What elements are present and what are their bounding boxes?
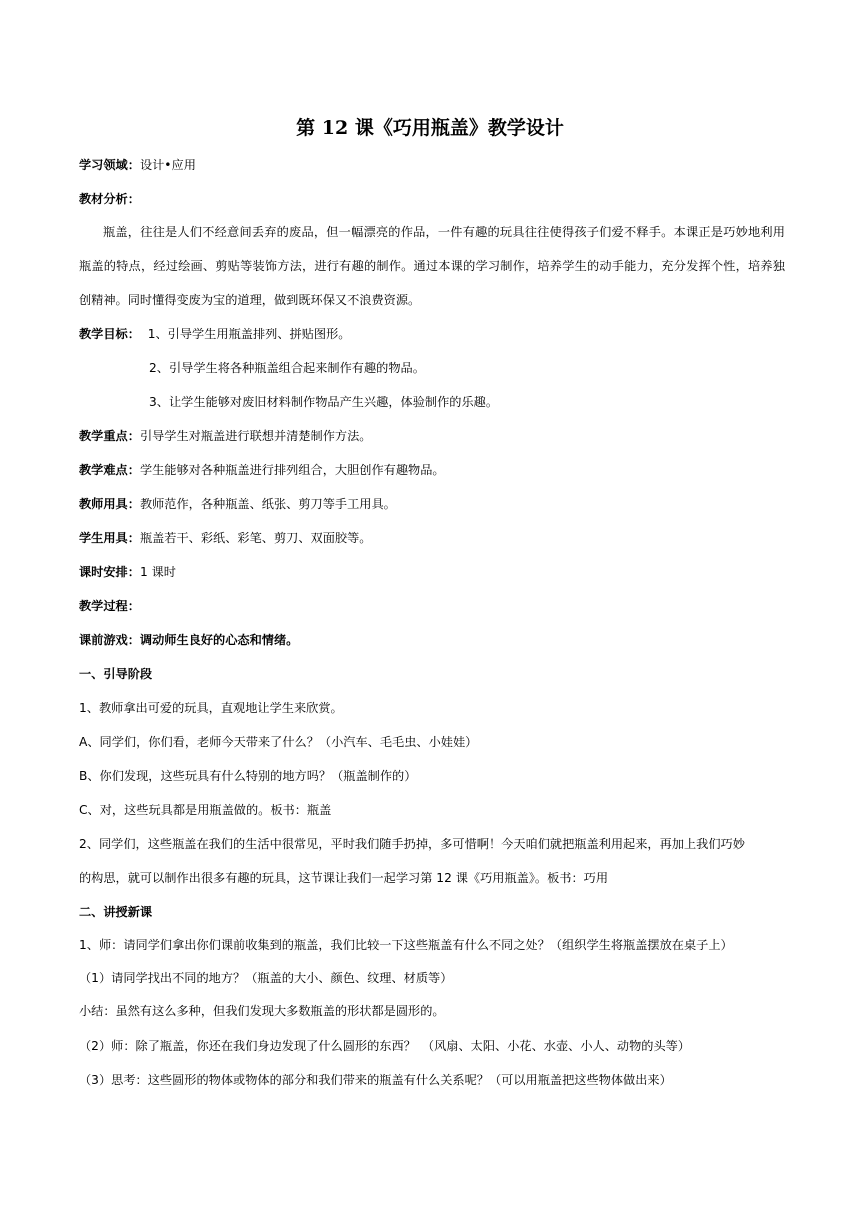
key-point bbox=[79, 427, 783, 445]
analysis-paragraph: 瓶盖，往往是人们不经意间丢弃的废品，但一幅漂亮的作品，一件有趣的玩具往往使得孩子们爱不释手。本课正是巧妙地利用瓶盖的特点，经过绘画、剪贴等装饰方法，进行有趣的制作。通过本课的学习制作，培养学生的动手能力，充分发挥个性，培养独创精神。同时懂得变废为宝的道理，做到既环保又不浪费资源。 bbox=[79, 225, 785, 307]
document-title: 第 12 课《巧用瓶盖》教学设计 bbox=[296, 117, 564, 139]
analysis-label: 教材分析： bbox=[79, 192, 140, 206]
learning-field-value: 设计•应用 bbox=[139, 158, 196, 172]
student-tools bbox=[79, 529, 783, 547]
section1-para2-line1: 2、同学们，这些瓶盖在我们的生活中很常见，平时我们随手扔掉，多可惜啊！今天咱们就把瓶盖利用起来，再加上我们巧妙 bbox=[79, 837, 745, 851]
student-tools-label: 学生用具： bbox=[79, 531, 140, 545]
teacher-tools bbox=[79, 495, 783, 513]
section2-line-3: 小结：虽然有这么多种，但我们发现大多数瓶盖的形状都是圆形的。 bbox=[79, 1004, 445, 1018]
section2-line-4: （2）师：除了瓶盖，你还在我们身边发现了什么圆形的东西？ （风扇、太阳、小花、水壶、小人、动物的头等） bbox=[79, 1039, 691, 1053]
learning-field-label: 学习领域： bbox=[79, 158, 140, 172]
difficulty-label: 教学难点： bbox=[79, 463, 140, 477]
goal-item-3: 3、让学生能够对废旧材料制作物品产生兴趣，体验制作的乐趣。 bbox=[149, 395, 499, 409]
section1-para2-line2: 的构思，就可以制作出很多有趣的玩具，这节课让我们一起学习第 12 课《巧用瓶盖》。板书：巧用 bbox=[79, 871, 609, 885]
goal-item-1: 1、引导学生用瓶盖排列、拼贴图形。 bbox=[147, 327, 351, 341]
goal-item-2: 2、引导学生将各种瓶盖组合起来制作有趣的物品。 bbox=[149, 361, 425, 375]
section1-line-1: 1、教师拿出可爱的玩具，直观地让学生来欣赏。 bbox=[79, 701, 343, 715]
section2-heading: 二、讲授新课 bbox=[79, 905, 153, 919]
process-label: 教学过程： bbox=[79, 599, 140, 613]
learning-field bbox=[79, 156, 783, 174]
section1-line-4: C、对，这些玩具都是用瓶盖做的。板书：瓶盖 bbox=[79, 803, 332, 817]
difficulty-value: 学生能够对各种瓶盖进行排列组合，大胆创作有趣物品。 bbox=[139, 463, 445, 477]
key-point-label: 教学重点： bbox=[79, 429, 140, 443]
schedule-value: 1 课时 bbox=[139, 565, 176, 579]
teacher-tools-label: 教师用具： bbox=[79, 497, 140, 511]
key-point-value: 引导学生对瓶盖进行联想并清楚制作方法。 bbox=[139, 429, 372, 443]
section2-line-5: （3）思考：这些圆形的物体或物体的部分和我们带来的瓶盖有什么关系呢？（可以用瓶盖把这些物体做出来） bbox=[79, 1073, 672, 1087]
section2-line-2: （1）请同学找出不同的地方？（瓶盖的大小、颜色、纹理、材质等） bbox=[79, 971, 453, 985]
schedule-label: 课时安排： bbox=[79, 565, 140, 579]
section1-line-3: B、你们发现，这些玩具有什么特别的地方吗？（瓶盖制作的） bbox=[79, 769, 417, 783]
difficulty bbox=[79, 461, 783, 479]
teacher-tools-value: 教师范作，各种瓶盖、纸张、剪刀等手工用具。 bbox=[139, 497, 396, 511]
goals-label: 教学目标： bbox=[79, 327, 140, 341]
goals-row bbox=[79, 325, 783, 343]
schedule bbox=[79, 563, 783, 581]
section2-line-1: 1、师：请同学们拿出你们课前收集到的瓶盖，我们比较一下这些瓶盖有什么不同之处？（组织学生将瓶盖摆放在桌子上） bbox=[79, 938, 733, 952]
section1-heading: 一、引导阶段 bbox=[79, 667, 153, 681]
student-tools-value: 瓶盖若干、彩纸、彩笔、剪刀、双面胶等。 bbox=[139, 531, 372, 545]
section1-line-2: A、同学们，你们看，老师今天带来了什么？（小汽车、毛毛虫、小娃娃） bbox=[79, 735, 478, 749]
warmup-line: 课前游戏：调动师生良好的心态和情绪。 bbox=[79, 633, 299, 647]
